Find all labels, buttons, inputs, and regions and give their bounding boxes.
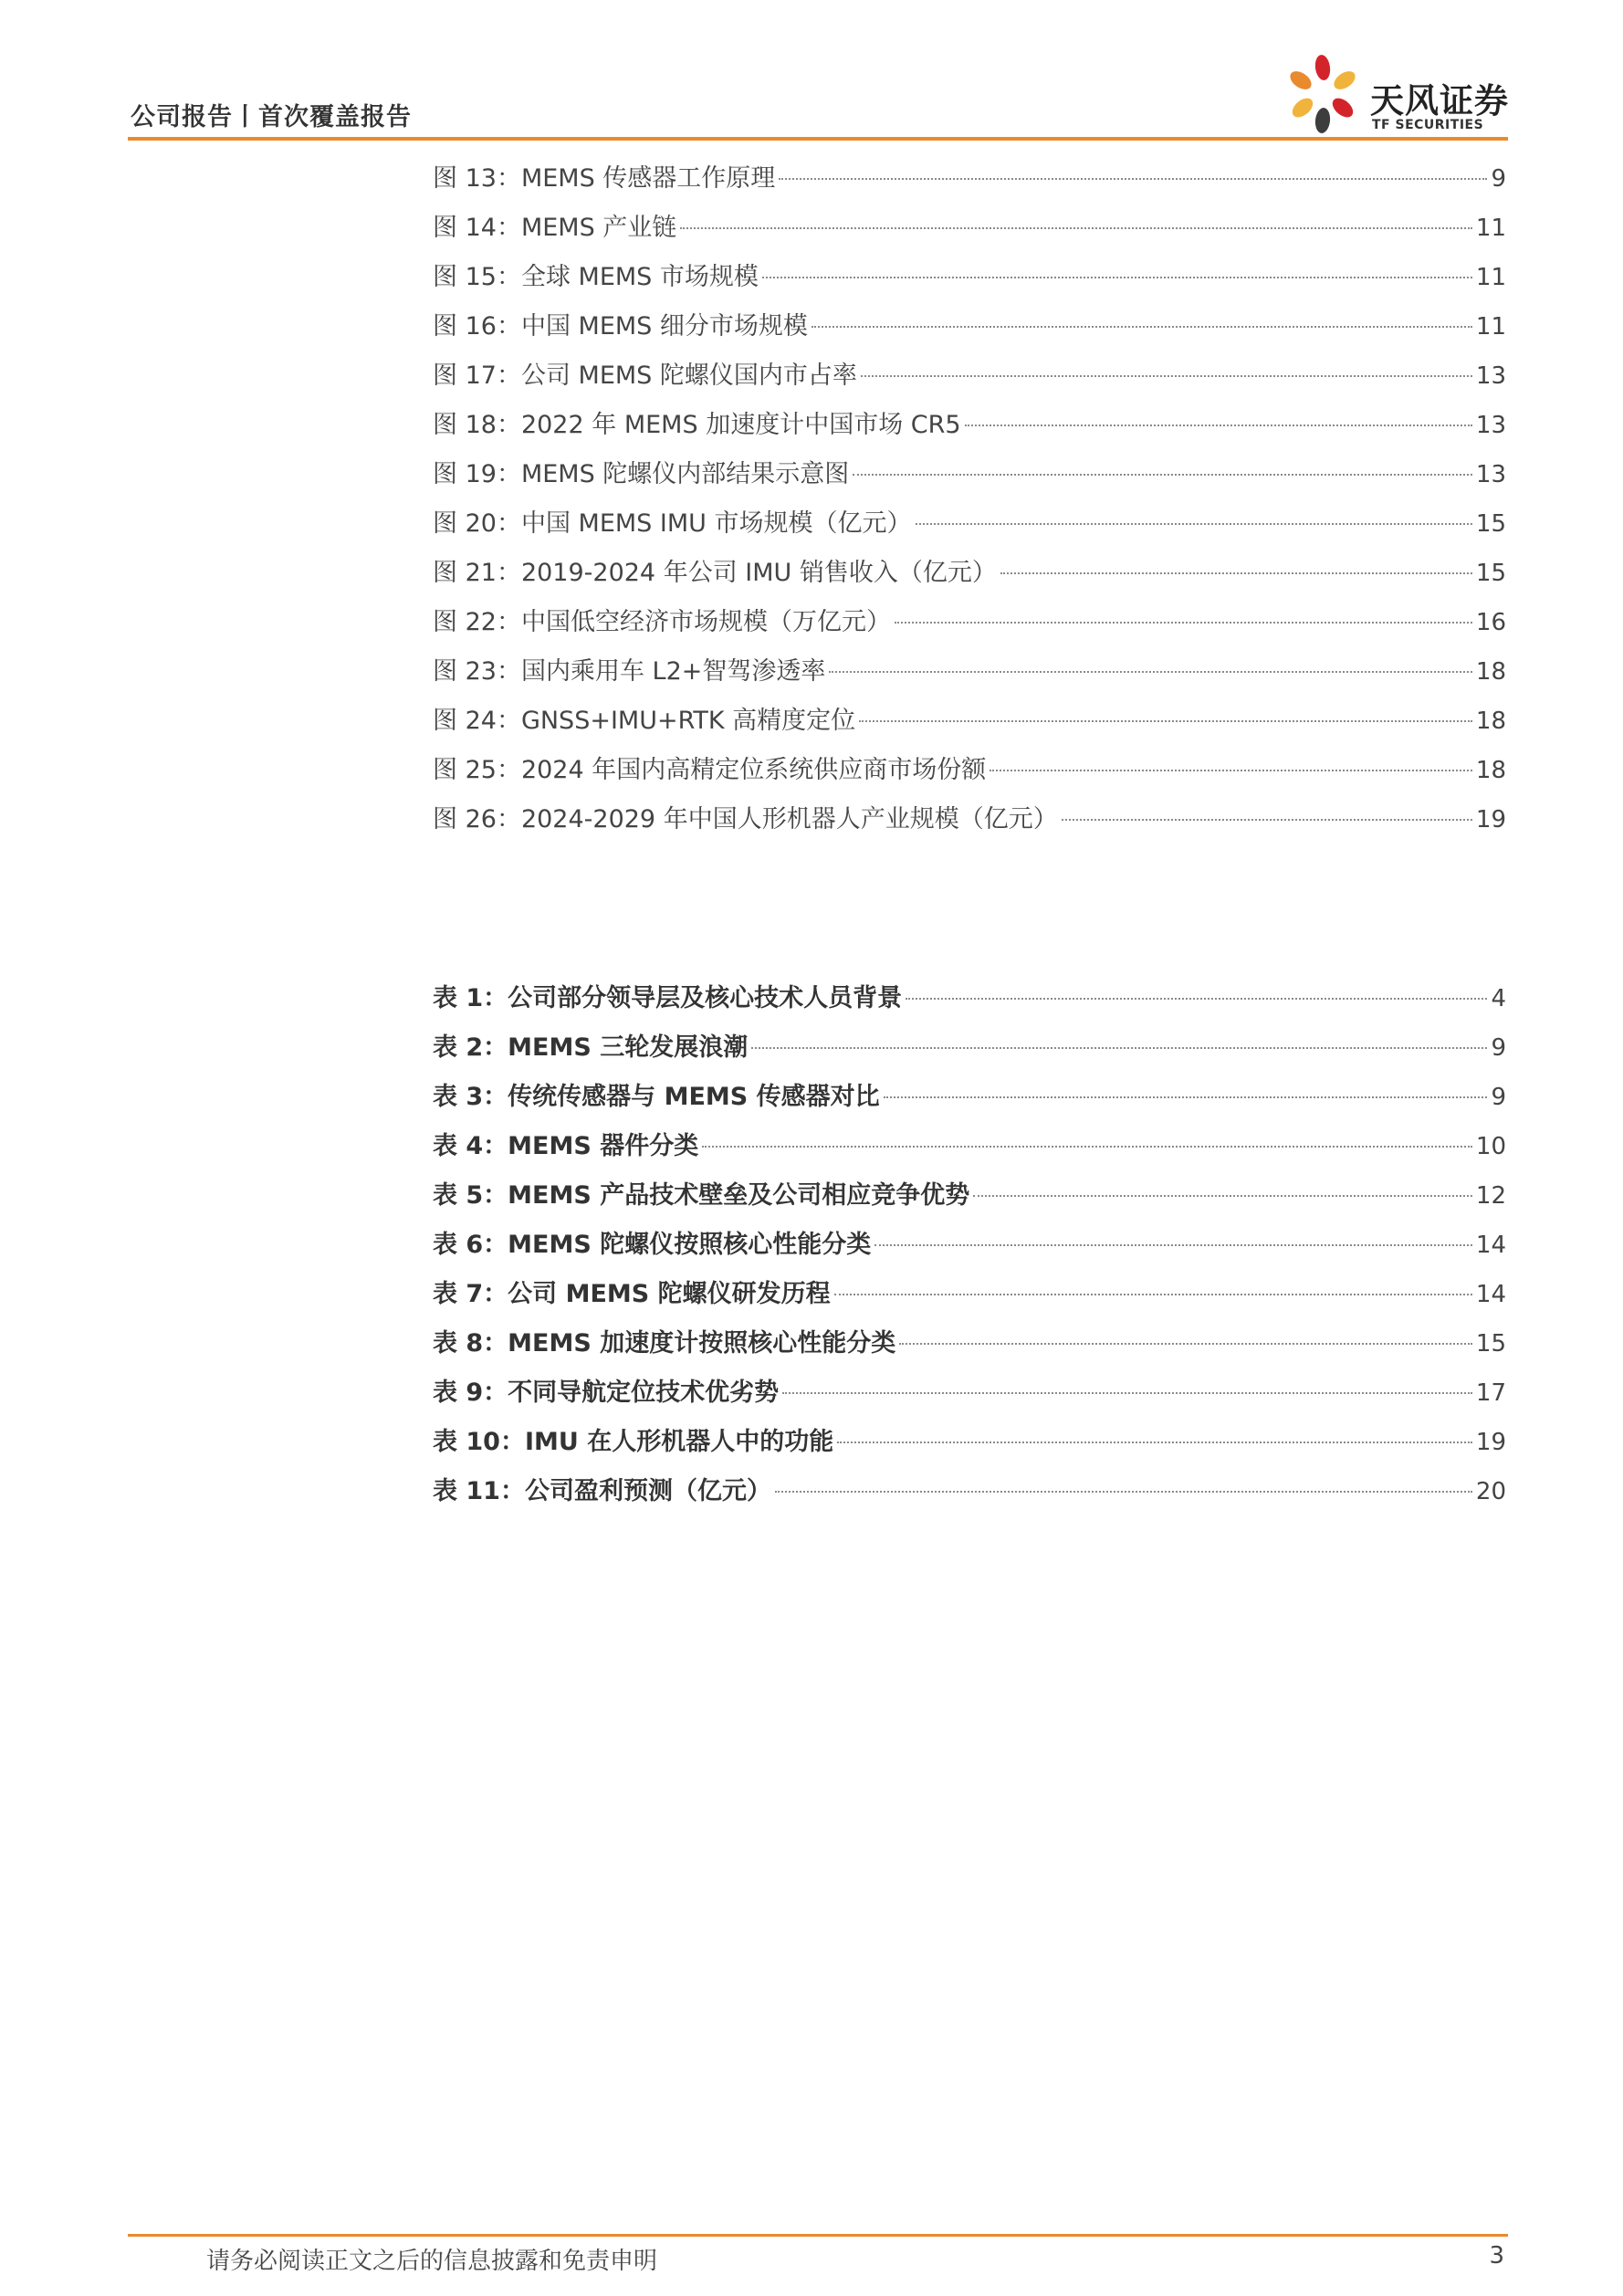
dot-leader (837, 1442, 1472, 1443)
figures-index (433, 154, 1506, 844)
figure-entry-title: 图 19：MEMS 陀螺仪内部结果示意图 (433, 460, 850, 488)
dot-leader (990, 770, 1472, 771)
dot-leader (812, 326, 1472, 328)
figure-entry-title: 图 22：中国低空经济市场规模（万亿元） (433, 608, 891, 636)
figure-entry[interactable] (433, 746, 1506, 795)
table-entry[interactable] (433, 1319, 1506, 1368)
table-entry-page: 10 (1475, 1133, 1506, 1160)
figure-entry-title: 图 21：2019-2024 年公司 IMU 销售收入（亿元） (433, 559, 997, 587)
table-entry-title: 表 5：MEMS 产品技术壁垒及公司相应竞争优势 (433, 1181, 970, 1210)
figure-entry[interactable] (433, 647, 1506, 697)
figure-entry[interactable] (433, 253, 1506, 302)
dot-leader (1000, 572, 1472, 574)
dot-leader (906, 998, 1487, 1000)
table-entry[interactable] (433, 1171, 1506, 1221)
dot-leader (762, 277, 1472, 278)
dot-leader (1062, 819, 1472, 821)
header-divider (128, 137, 1508, 141)
footer-divider (128, 2234, 1508, 2237)
dot-leader (899, 1343, 1472, 1345)
table-entry[interactable] (433, 1467, 1506, 1516)
table-entry-title: 表 6：MEMS 陀螺仪按照核心性能分类 (433, 1231, 872, 1259)
figure-entry-page: 15 (1475, 510, 1506, 538)
figure-entry-page: 16 (1475, 609, 1506, 636)
table-entry[interactable] (433, 1023, 1506, 1073)
dot-leader (973, 1195, 1472, 1197)
page-header (0, 0, 1623, 142)
dot-leader (702, 1146, 1472, 1148)
figure-entry-title: 图 15：全球 MEMS 市场规模 (433, 263, 759, 291)
table-entry-title: 表 9：不同导航定位技术优劣势 (433, 1379, 780, 1407)
figure-entry[interactable] (433, 204, 1506, 253)
table-entry-title: 表 10：IMU 在人形机器人中的功能 (433, 1428, 834, 1456)
table-entry-page: 4 (1491, 985, 1506, 1012)
table-entry-page: 14 (1475, 1281, 1506, 1308)
figure-entry-page: 13 (1475, 412, 1506, 439)
figure-entry-title: 图 18：2022 年 MEMS 加速度计中国市场 CR5 (433, 411, 961, 439)
figure-entry[interactable] (433, 351, 1506, 401)
figure-entry-page: 13 (1475, 362, 1506, 390)
figure-entry-page: 15 (1475, 560, 1506, 587)
figure-entry[interactable] (433, 549, 1506, 598)
table-entry-title: 表 8：MEMS 加速度计按照核心性能分类 (433, 1329, 896, 1358)
figure-entry-page: 11 (1475, 215, 1506, 242)
dot-leader (779, 178, 1487, 180)
figure-entry-page: 11 (1475, 264, 1506, 291)
report-type-title: 公司报告丨首次覆盖报告 (131, 103, 412, 131)
dot-leader (829, 671, 1472, 673)
figure-entry-page: 19 (1475, 806, 1506, 833)
figure-entry-title: 图 25：2024 年国内高精定位系统供应商市场份额 (433, 756, 987, 784)
dot-leader (782, 1392, 1472, 1394)
figure-entry[interactable] (433, 697, 1506, 746)
figure-entry[interactable] (433, 154, 1506, 204)
figure-entry-title: 图 24：GNSS+IMU+RTK 高精度定位 (433, 707, 856, 735)
dot-leader (965, 425, 1472, 426)
dot-leader (895, 622, 1472, 624)
dot-leader (834, 1294, 1472, 1295)
table-entry-page: 9 (1491, 1084, 1506, 1111)
figure-entry-title: 图 23：国内乘用车 L2+智驾渗透率 (433, 657, 826, 686)
logo-name-cn: 天风证券 (1370, 81, 1509, 121)
flower-logo-icon (1283, 53, 1366, 137)
dot-leader (751, 1047, 1487, 1049)
figure-entry-page: 18 (1475, 757, 1506, 784)
table-entry-title: 表 1：公司部分领导层及核心技术人员背景 (433, 984, 903, 1012)
table-entry-title: 表 7：公司 MEMS 陀螺仪研发历程 (433, 1280, 831, 1308)
table-entry-page: 9 (1491, 1034, 1506, 1062)
figure-entry-title: 图 26：2024-2029 年中国人形机器人产业规模（亿元） (433, 805, 1058, 833)
figure-entry-title: 图 13：MEMS 传感器工作原理 (433, 164, 776, 193)
table-entry-page: 15 (1475, 1330, 1506, 1358)
dot-leader (853, 474, 1472, 476)
figure-entry[interactable] (433, 499, 1506, 549)
dot-leader (859, 720, 1472, 722)
table-entry[interactable] (433, 1368, 1506, 1418)
figure-entry[interactable] (433, 598, 1506, 647)
table-entry[interactable] (433, 1270, 1506, 1319)
figure-entry-page: 9 (1491, 165, 1506, 193)
table-entry-title: 表 3：传统传感器与 MEMS 传感器对比 (433, 1083, 880, 1111)
figure-entry[interactable] (433, 401, 1506, 450)
figure-entry-title: 图 20：中国 MEMS IMU 市场规模（亿元） (433, 509, 912, 538)
table-entry-title: 表 2：MEMS 三轮发展浪潮 (433, 1033, 749, 1062)
table-entry-page: 20 (1475, 1478, 1506, 1505)
table-entry-page: 19 (1475, 1429, 1506, 1456)
page-number: 3 (1489, 2242, 1504, 2270)
figure-entry-title: 图 14：MEMS 产业链 (433, 214, 677, 242)
dot-leader (874, 1244, 1472, 1246)
table-entry[interactable] (433, 974, 1506, 1023)
company-logo (1283, 53, 1511, 137)
figure-entry-page: 13 (1475, 461, 1506, 488)
dot-leader (775, 1491, 1472, 1493)
figure-entry-title: 图 17：公司 MEMS 陀螺仪国内市占率 (433, 362, 857, 390)
table-entry[interactable] (433, 1073, 1506, 1122)
table-entry[interactable] (433, 1221, 1506, 1270)
figure-entry[interactable] (433, 795, 1506, 844)
table-entry-page: 14 (1475, 1232, 1506, 1259)
figure-entry-page: 18 (1475, 708, 1506, 735)
table-entry-title: 表 11：公司盈利预测（亿元） (433, 1477, 771, 1505)
dot-leader (861, 375, 1472, 377)
figure-entry[interactable] (433, 450, 1506, 499)
dot-leader (916, 523, 1472, 525)
tables-index (433, 974, 1506, 1516)
table-entry[interactable] (433, 1122, 1506, 1171)
dot-leader (884, 1096, 1488, 1098)
table-entry-page: 12 (1475, 1182, 1506, 1210)
table-entry[interactable] (433, 1418, 1506, 1467)
dot-leader (680, 227, 1472, 229)
figure-entry-page: 11 (1475, 313, 1506, 341)
table-entry-page: 17 (1475, 1379, 1506, 1407)
figure-entry-page: 18 (1475, 658, 1506, 686)
figure-entry[interactable] (433, 302, 1506, 351)
figure-entry-title: 图 16：中国 MEMS 细分市场规模 (433, 312, 808, 341)
logo-name-en: TF SECURITIES (1372, 118, 1484, 132)
table-entry-title: 表 4：MEMS 器件分类 (433, 1132, 699, 1160)
disclaimer-note: 请务必阅读正文之后的信息披露和免责申明 (206, 2248, 658, 2275)
